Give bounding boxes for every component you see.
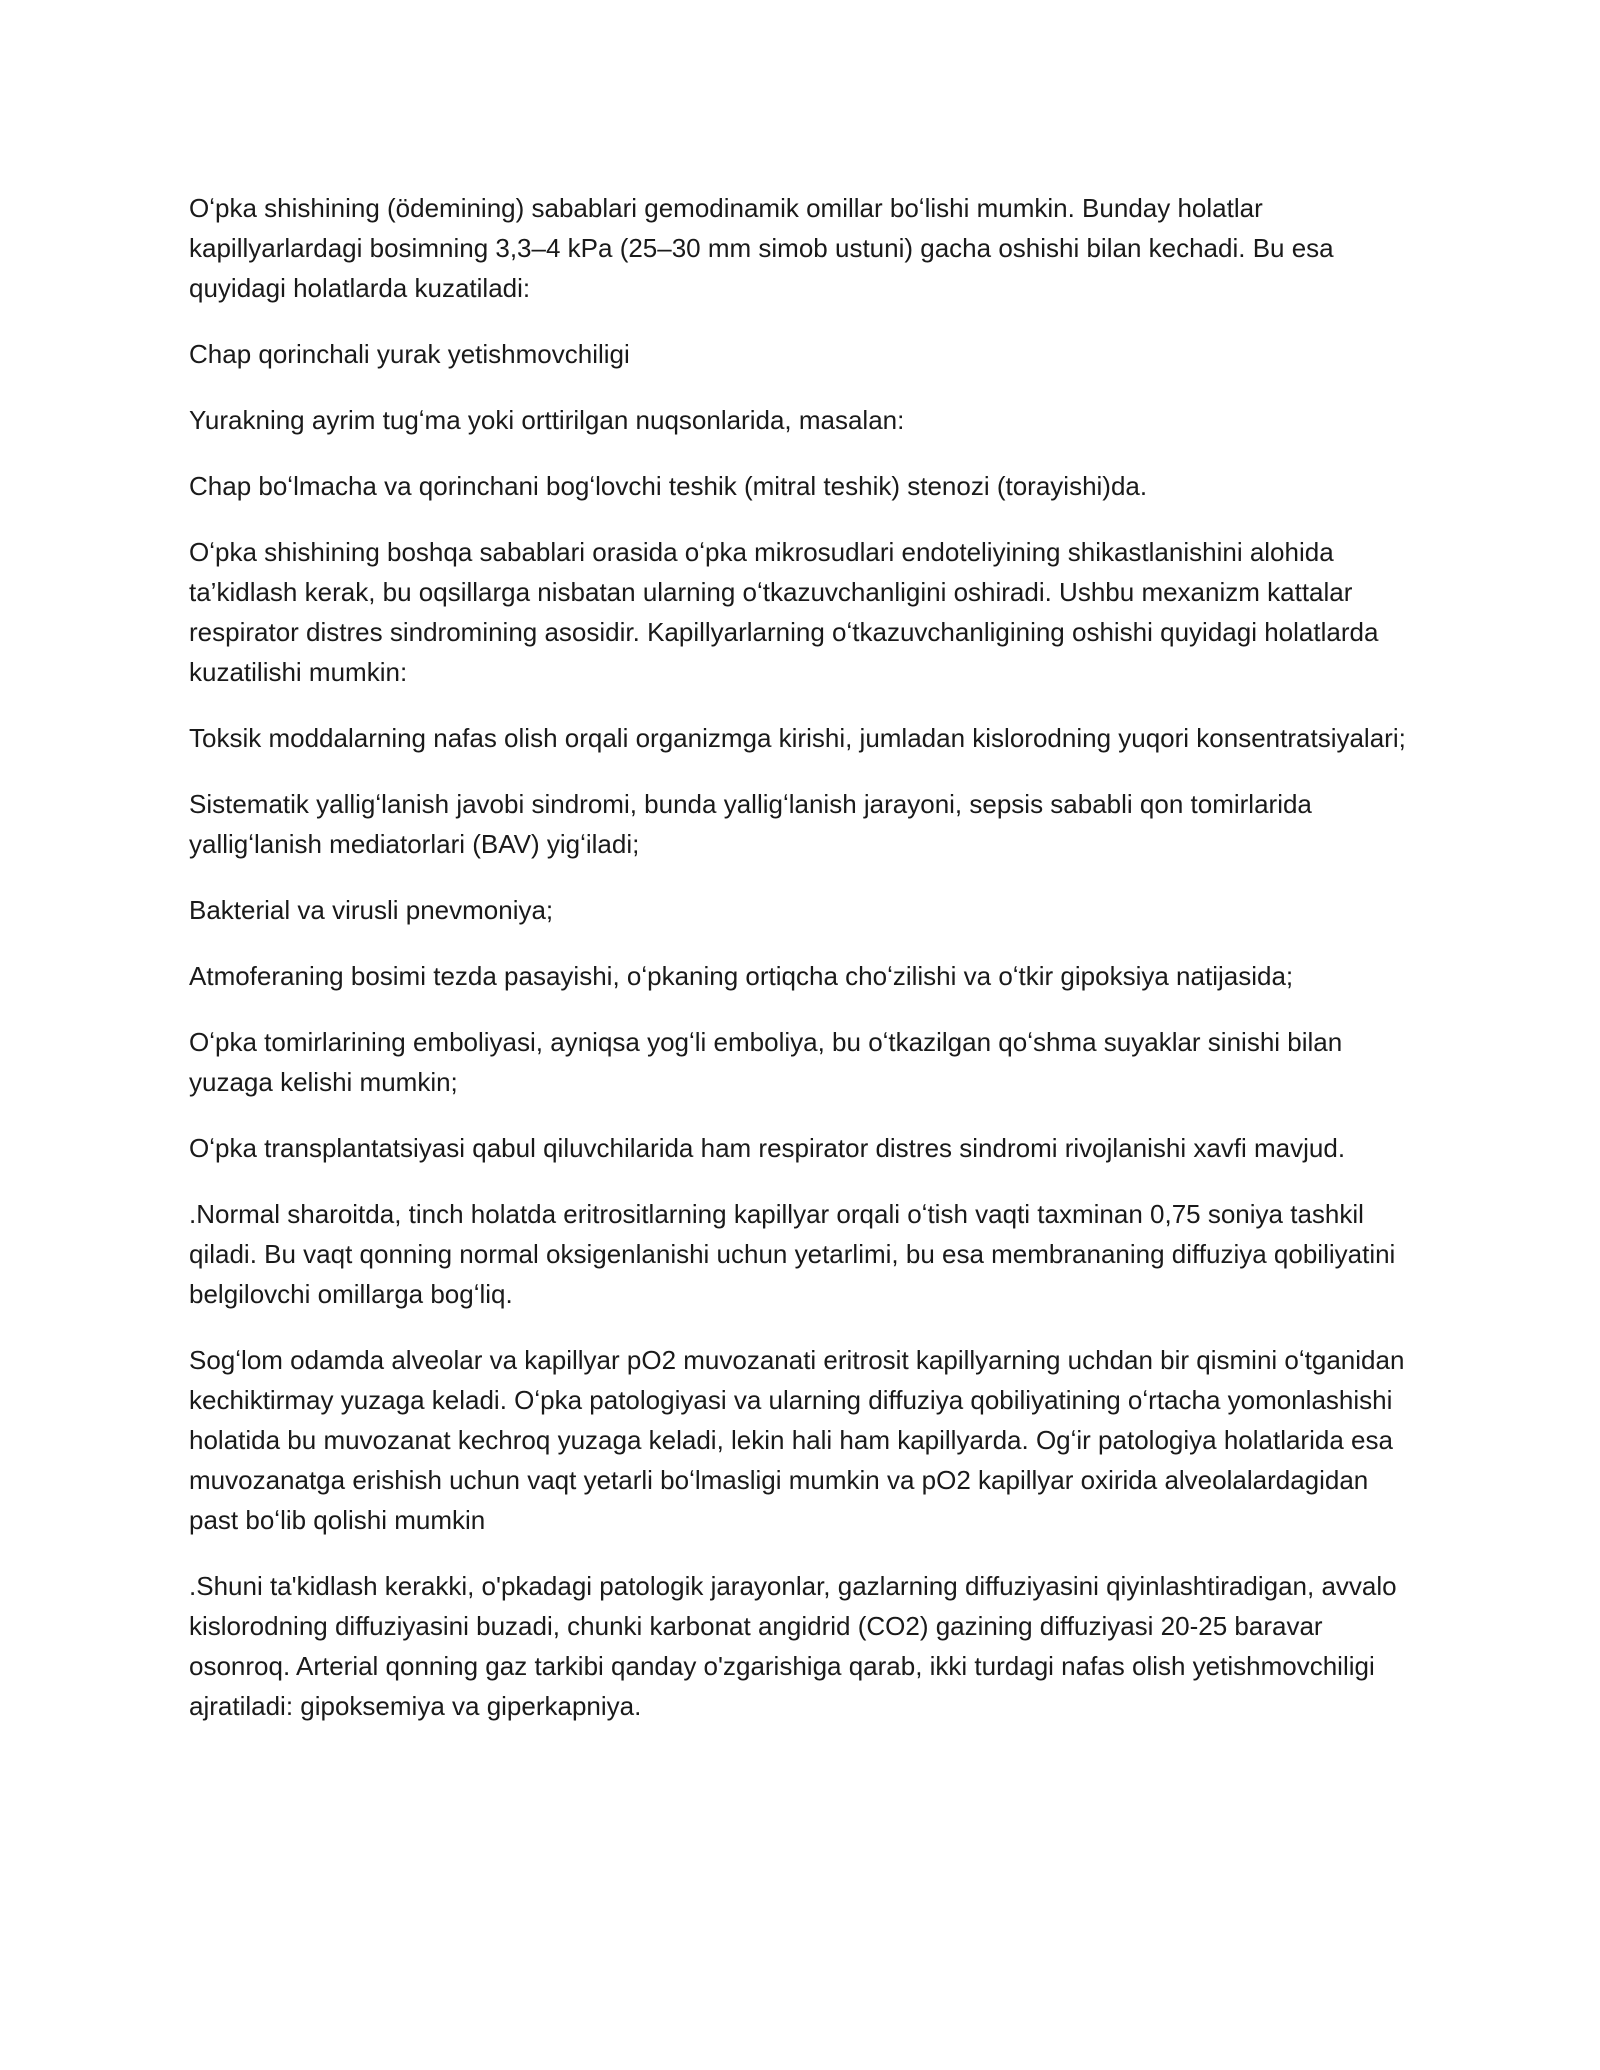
- document-body: [189, 188, 1419, 1752]
- paragraph: Oʻpka transplantatsiyasi qabul qiluvchilarida ham respirator distres sindromi rivojlanishi xavfi mavjud.: [189, 1133, 1346, 1163]
- paragraph: .Shuni ta'kidlash kerakki, o'pkadagi patologik jarayonlar, gazlarning diffuziyasini qiyinlashtiradigan, avvalo kislorodning diffuziyasini buzadi, chunki karbonat angidrid (CO2) gazining diffuziyasi 20-25 baravar osonroq. Arterial qonning gaz tarkibi qanday o'zgarishiga qarab, ikki turdagi nafas olish yetishmovchiligi ajratiladi: gipoksemiya va giperkapniya.: [189, 1571, 1397, 1721]
- paragraph: Yurakning ayrim tugʻma yoki orttirilgan nuqsonlarida, masalan:: [189, 405, 905, 435]
- paragraph: Sogʻlom odamda alveolar va kapillyar pO2 muvozanati eritrosit kapillyarning uchdan bir qismini oʻtganidan kechiktirmay yuzaga keladi. Oʻpka patologiyasi va ularning diffuziya qobiliyatining oʻrtacha yomonlashishi holatida bu muvozanat kechroq yuzaga keladi, lekin hali ham kapillyarda. Ogʻir patologiya holatlarida esa muvozanatga erishish uchun vaqt yetarli boʻlmasligi mumkin va pO2 kapillyar oxirida alveolalardagidan past boʻlib qolishi mumkin: [189, 1345, 1405, 1535]
- paragraph: Oʻpka shishining boshqa sabablari orasida oʻpka mikrosudlari endoteliyining shikastlanishini alohida ta’kidlash kerak, bu oqsillarga nisbatan ularning oʻtkazuvchanligini oshiradi. Ushbu mexanizm kattalar respirator distres sindromining asosidir. Kapillyarlarning oʻtkazuvchanligining oshishi quyidagi holatlarda kuzatilishi mumkin:: [189, 537, 1379, 687]
- paragraph: Sistematik yalligʻlanish javobi sindromi, bunda yalligʻlanish jarayoni, sepsis sababli qon tomirlarida yalligʻlanish mediatorlari (BAV) yigʻiladi;: [189, 789, 1312, 859]
- paragraph: Atmoferaning bosimi tezda pasayishi, oʻpkaning ortiqcha choʻzilishi va oʻtkir gipoksiya natijasida;: [189, 961, 1294, 991]
- paragraph: Bakterial va virusli pnevmoniya;: [189, 895, 554, 925]
- paragraph: Chap qorinchali yurak yetishmovchiligi: [189, 339, 630, 369]
- paragraph: .Normal sharoitda, tinch holatda eritrositlarning kapillyar orqali oʻtish vaqti taxminan 0,75 soniya tashkil qiladi. Bu vaqt qonning normal oksigenlanishi uchun yetarlimi, bu esa membrananing diffuziya qobiliyatini belgilovchi omillarga bogʻliq.: [189, 1199, 1396, 1309]
- paragraph: Toksik moddalarning nafas olish orqali organizmga kirishi, jumladan kislorodning yuqori konsentratsiyalari;: [189, 723, 1406, 753]
- paragraph: Oʻpka tomirlarining emboliyasi, ayniqsa yogʻli emboliya, bu oʻtkazilgan qoʻshma suyaklar sinishi bilan yuzaga kelishi mumkin;: [189, 1027, 1343, 1097]
- paragraph: Oʻpka shishining (ödemining) sabablari gemodinamik omillar boʻlishi mumkin. Bunday holatlar kapillyarlardagi bosimning 3,3–4 kPa (25–30 mm simob ustuni) gacha oshishi bilan kechadi. Bu esa quyidagi holatlarda kuzatiladi:: [189, 193, 1334, 303]
- paragraph: Chap boʻlmacha va qorinchani bogʻlovchi teshik (mitral teshik) stenozi (torayishi)da.: [189, 471, 1148, 501]
